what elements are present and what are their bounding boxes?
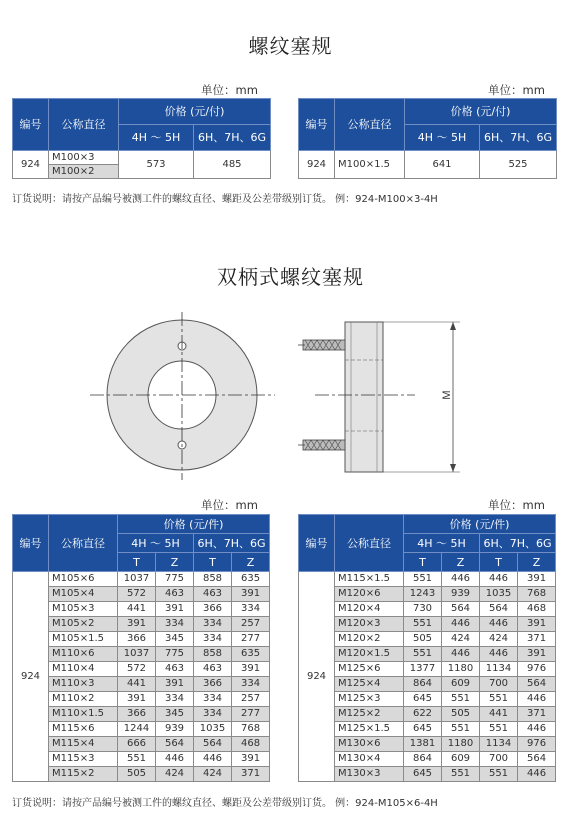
price-cell: 1381 (404, 737, 442, 752)
price-cell: 334 (232, 677, 270, 692)
size-cell: M120×3 (335, 617, 404, 632)
price-cell: 976 (518, 737, 556, 752)
price-cell: 441 (118, 602, 156, 617)
price-cell: 864 (404, 677, 442, 692)
price-cell: 334 (194, 692, 232, 707)
table-row (299, 722, 556, 737)
table-row (13, 632, 270, 647)
unit-label: 单位：mm (201, 498, 258, 512)
size-cell: M110×3 (49, 677, 118, 692)
header-code: 编号 (299, 99, 335, 151)
side-view (298, 322, 460, 472)
price-cell: 257 (232, 692, 270, 707)
price-cell: 609 (442, 752, 480, 767)
code-cell: 924 (13, 151, 49, 179)
header-col1: 4H ～ 5H (405, 125, 480, 151)
price-cell: 441 (118, 677, 156, 692)
table-row (299, 587, 556, 602)
size-cell: M100×1.5 (335, 151, 405, 179)
table-row (299, 767, 556, 782)
table-row (13, 677, 270, 692)
table-row (13, 647, 270, 662)
price-cell: 1243 (404, 587, 442, 602)
price-table-1-right (298, 98, 557, 179)
price-cell: 1180 (442, 737, 480, 752)
table-row (13, 587, 270, 602)
price-cell: 564 (518, 752, 556, 767)
price-cell: 391 (518, 617, 556, 632)
size-cell: M105×3 (49, 602, 118, 617)
header-col1: 4H ～ 5H (119, 125, 194, 151)
table-row (13, 722, 270, 737)
price-cell: 424 (442, 632, 480, 647)
table-row (299, 752, 556, 767)
size-cell: M125×6 (335, 662, 404, 677)
header-price: 价格 (元/付) (119, 99, 271, 125)
header-col2: 6H、7H、6G (194, 125, 271, 151)
price-cell: 1035 (480, 587, 518, 602)
order-note: 订货说明：请按产品编号被测工件的螺纹直径、螺距及公差带级别订货。 例：924-M100×3-4H (12, 194, 438, 205)
order-note: 订货说明：请按产品编号被测工件的螺纹直径、螺距及公差带级别订货。 例：924-M105×6-4H (12, 798, 438, 809)
price-cell: 391 (518, 647, 556, 662)
price-cell: 564 (480, 602, 518, 617)
header-size: 公称直径 (49, 99, 119, 151)
size-cell: M130×3 (335, 767, 404, 782)
price-cell: 391 (156, 602, 194, 617)
size-cell: M115×3 (49, 752, 118, 767)
header-t: T (480, 553, 518, 572)
table-row (13, 692, 270, 707)
price-cell: 551 (118, 752, 156, 767)
price-cell: 551 (442, 692, 480, 707)
price-cell: 551 (404, 617, 442, 632)
unit-label: 单位：mm (201, 83, 258, 97)
price-cell: 446 (518, 722, 556, 737)
price-cell: 645 (404, 767, 442, 782)
price-cell: 391 (118, 617, 156, 632)
size-cell: M130×6 (335, 737, 404, 752)
price-cell: 446 (480, 572, 518, 587)
price-cell: 551 (404, 572, 442, 587)
price-cell: 564 (518, 677, 556, 692)
price-cell: 641 (405, 151, 480, 179)
header-size: 公称直径 (335, 99, 405, 151)
price-cell: 622 (404, 707, 442, 722)
price-cell: 468 (518, 602, 556, 617)
size-cell: M125×1.5 (335, 722, 404, 737)
price-cell: 1134 (480, 737, 518, 752)
size-cell: M120×4 (335, 602, 404, 617)
price-cell: 635 (232, 647, 270, 662)
price-cell: 939 (156, 722, 194, 737)
header-z: Z (518, 553, 556, 572)
table-row (299, 677, 556, 692)
price-cell: 700 (480, 677, 518, 692)
price-table-2-left (12, 514, 270, 782)
price-cell: 446 (442, 617, 480, 632)
size-cell: M110×6 (49, 647, 118, 662)
price-cell: 463 (156, 662, 194, 677)
price-cell: 446 (518, 692, 556, 707)
price-cell: 257 (232, 617, 270, 632)
table-row (13, 572, 270, 587)
price-cell: 976 (518, 662, 556, 677)
price-cell: 551 (480, 722, 518, 737)
price-cell: 463 (194, 587, 232, 602)
header-price: 价格 (元/件) (118, 515, 270, 534)
table-row (13, 707, 270, 722)
price-cell: 371 (518, 632, 556, 647)
price-cell: 463 (156, 587, 194, 602)
price-cell: 551 (404, 647, 442, 662)
header-code: 编号 (13, 99, 49, 151)
unit-label: 单位：mm (488, 83, 545, 97)
price-cell: 371 (232, 767, 270, 782)
price-cell: 366 (118, 632, 156, 647)
size-cell: M105×6 (49, 572, 118, 587)
size-cell: M115×6 (49, 722, 118, 737)
price-cell: 446 (442, 572, 480, 587)
size-cell: M130×4 (335, 752, 404, 767)
price-cell: 864 (404, 752, 442, 767)
price-cell: 345 (156, 632, 194, 647)
price-cell: 424 (194, 767, 232, 782)
price-cell: 730 (404, 602, 442, 617)
table-row (13, 752, 270, 767)
table-row (299, 572, 556, 587)
price-cell: 645 (404, 722, 442, 737)
price-cell: 446 (518, 767, 556, 782)
header-size: 公称直径 (335, 515, 404, 572)
price-cell: 858 (194, 572, 232, 587)
price-cell: 446 (156, 752, 194, 767)
header-code: 编号 (13, 515, 49, 572)
price-cell: 1035 (194, 722, 232, 737)
table-row (299, 662, 556, 677)
size-cell: M100×2 (49, 165, 119, 179)
table-row (13, 602, 270, 617)
price-cell: 1244 (118, 722, 156, 737)
section1-title: 螺纹塞规 (248, 34, 333, 58)
price-cell: 334 (194, 617, 232, 632)
header-z: Z (442, 553, 480, 572)
table-row (13, 737, 270, 752)
price-cell: 939 (442, 587, 480, 602)
table-row (299, 632, 556, 647)
code-cell: 924 (299, 151, 335, 179)
size-cell: M125×3 (335, 692, 404, 707)
size-cell: M115×4 (49, 737, 118, 752)
header-price: 价格 (元/付) (405, 99, 557, 125)
table-row (299, 707, 556, 722)
header-z: Z (232, 553, 270, 572)
table-row (299, 617, 556, 632)
price-cell: 446 (442, 647, 480, 662)
price-cell: 551 (480, 692, 518, 707)
price-cell: 525 (480, 151, 557, 179)
price-cell: 768 (232, 722, 270, 737)
price-cell: 371 (518, 707, 556, 722)
size-cell: M110×4 (49, 662, 118, 677)
price-table-2-right (298, 514, 556, 782)
header-price: 价格 (元/件) (404, 515, 556, 534)
price-cell: 564 (194, 737, 232, 752)
header-t: T (404, 553, 442, 572)
price-cell: 609 (442, 677, 480, 692)
code-cell: 924 (299, 572, 335, 782)
price-cell: 768 (518, 587, 556, 602)
price-cell: 572 (118, 587, 156, 602)
price-cell: 334 (156, 617, 194, 632)
price-cell: 424 (156, 767, 194, 782)
table-row (299, 602, 556, 617)
table-row (13, 662, 270, 677)
unit-label: 单位：mm (488, 498, 545, 512)
front-view (90, 312, 275, 480)
price-table-1-left (12, 98, 271, 179)
price-cell: 366 (118, 707, 156, 722)
size-cell: M125×2 (335, 707, 404, 722)
size-cell: M105×1.5 (49, 632, 118, 647)
price-cell: 505 (442, 707, 480, 722)
price-cell: 366 (194, 602, 232, 617)
size-cell: M125×4 (335, 677, 404, 692)
price-cell: 334 (194, 707, 232, 722)
price-cell: 1180 (442, 662, 480, 677)
price-cell: 775 (156, 572, 194, 587)
size-cell: M115×1.5 (335, 572, 404, 587)
header-t: T (194, 553, 232, 572)
price-cell: 700 (480, 752, 518, 767)
table-row (299, 647, 556, 662)
header-size: 公称直径 (49, 515, 118, 572)
price-cell: 366 (194, 677, 232, 692)
header-col1: 4H ～ 5H (404, 534, 480, 553)
dimension-label: M (441, 390, 453, 400)
size-cell: M105×4 (49, 587, 118, 602)
price-cell: 1377 (404, 662, 442, 677)
price-cell: 463 (194, 662, 232, 677)
price-cell: 446 (480, 617, 518, 632)
header-z: Z (156, 553, 194, 572)
header-col2: 6H、7H、6G (480, 534, 556, 553)
section2-title: 双柄式螺纹塞规 (217, 265, 364, 289)
price-cell: 277 (232, 707, 270, 722)
header-t: T (118, 553, 156, 572)
size-cell: M120×2 (335, 632, 404, 647)
price-cell: 1037 (118, 572, 156, 587)
table-row (299, 692, 556, 707)
price-cell: 334 (156, 692, 194, 707)
price-cell: 858 (194, 647, 232, 662)
size-cell: M105×2 (49, 617, 118, 632)
table-row (13, 617, 270, 632)
price-cell: 391 (232, 752, 270, 767)
size-cell: M120×6 (335, 587, 404, 602)
code-cell: 924 (13, 572, 49, 782)
price-cell: 666 (118, 737, 156, 752)
price-cell: 391 (156, 677, 194, 692)
price-cell: 424 (480, 632, 518, 647)
price-cell: 446 (480, 647, 518, 662)
header-col1: 4H ～ 5H (118, 534, 194, 553)
header-col2: 6H、7H、6G (480, 125, 557, 151)
price-cell: 468 (232, 737, 270, 752)
table-row (13, 767, 270, 782)
price-cell: 446 (194, 752, 232, 767)
price-cell: 1134 (480, 662, 518, 677)
price-cell: 505 (404, 632, 442, 647)
price-cell: 573 (119, 151, 194, 179)
table-row (299, 737, 556, 752)
price-cell: 485 (194, 151, 271, 179)
price-cell: 391 (118, 692, 156, 707)
price-cell: 334 (232, 602, 270, 617)
size-cell: M115×2 (49, 767, 118, 782)
price-cell: 345 (156, 707, 194, 722)
price-cell: 572 (118, 662, 156, 677)
size-cell: M120×1.5 (335, 647, 404, 662)
size-cell: M100×3 (49, 151, 119, 165)
price-cell: 441 (480, 707, 518, 722)
price-cell: 391 (232, 587, 270, 602)
price-cell: 551 (480, 767, 518, 782)
price-cell: 505 (118, 767, 156, 782)
price-cell: 564 (156, 737, 194, 752)
price-cell: 277 (232, 632, 270, 647)
price-cell: 1037 (118, 647, 156, 662)
price-cell: 334 (194, 632, 232, 647)
size-cell: M110×2 (49, 692, 118, 707)
price-cell: 775 (156, 647, 194, 662)
price-cell: 645 (404, 692, 442, 707)
header-col2: 6H、7H、6G (194, 534, 270, 553)
price-cell: 551 (442, 767, 480, 782)
price-cell: 391 (232, 662, 270, 677)
header-code: 编号 (299, 515, 335, 572)
gauge-drawing (0, 300, 581, 485)
size-cell: M110×1.5 (49, 707, 118, 722)
price-cell: 564 (442, 602, 480, 617)
price-cell: 635 (232, 572, 270, 587)
price-cell: 391 (518, 572, 556, 587)
price-cell: 551 (442, 722, 480, 737)
